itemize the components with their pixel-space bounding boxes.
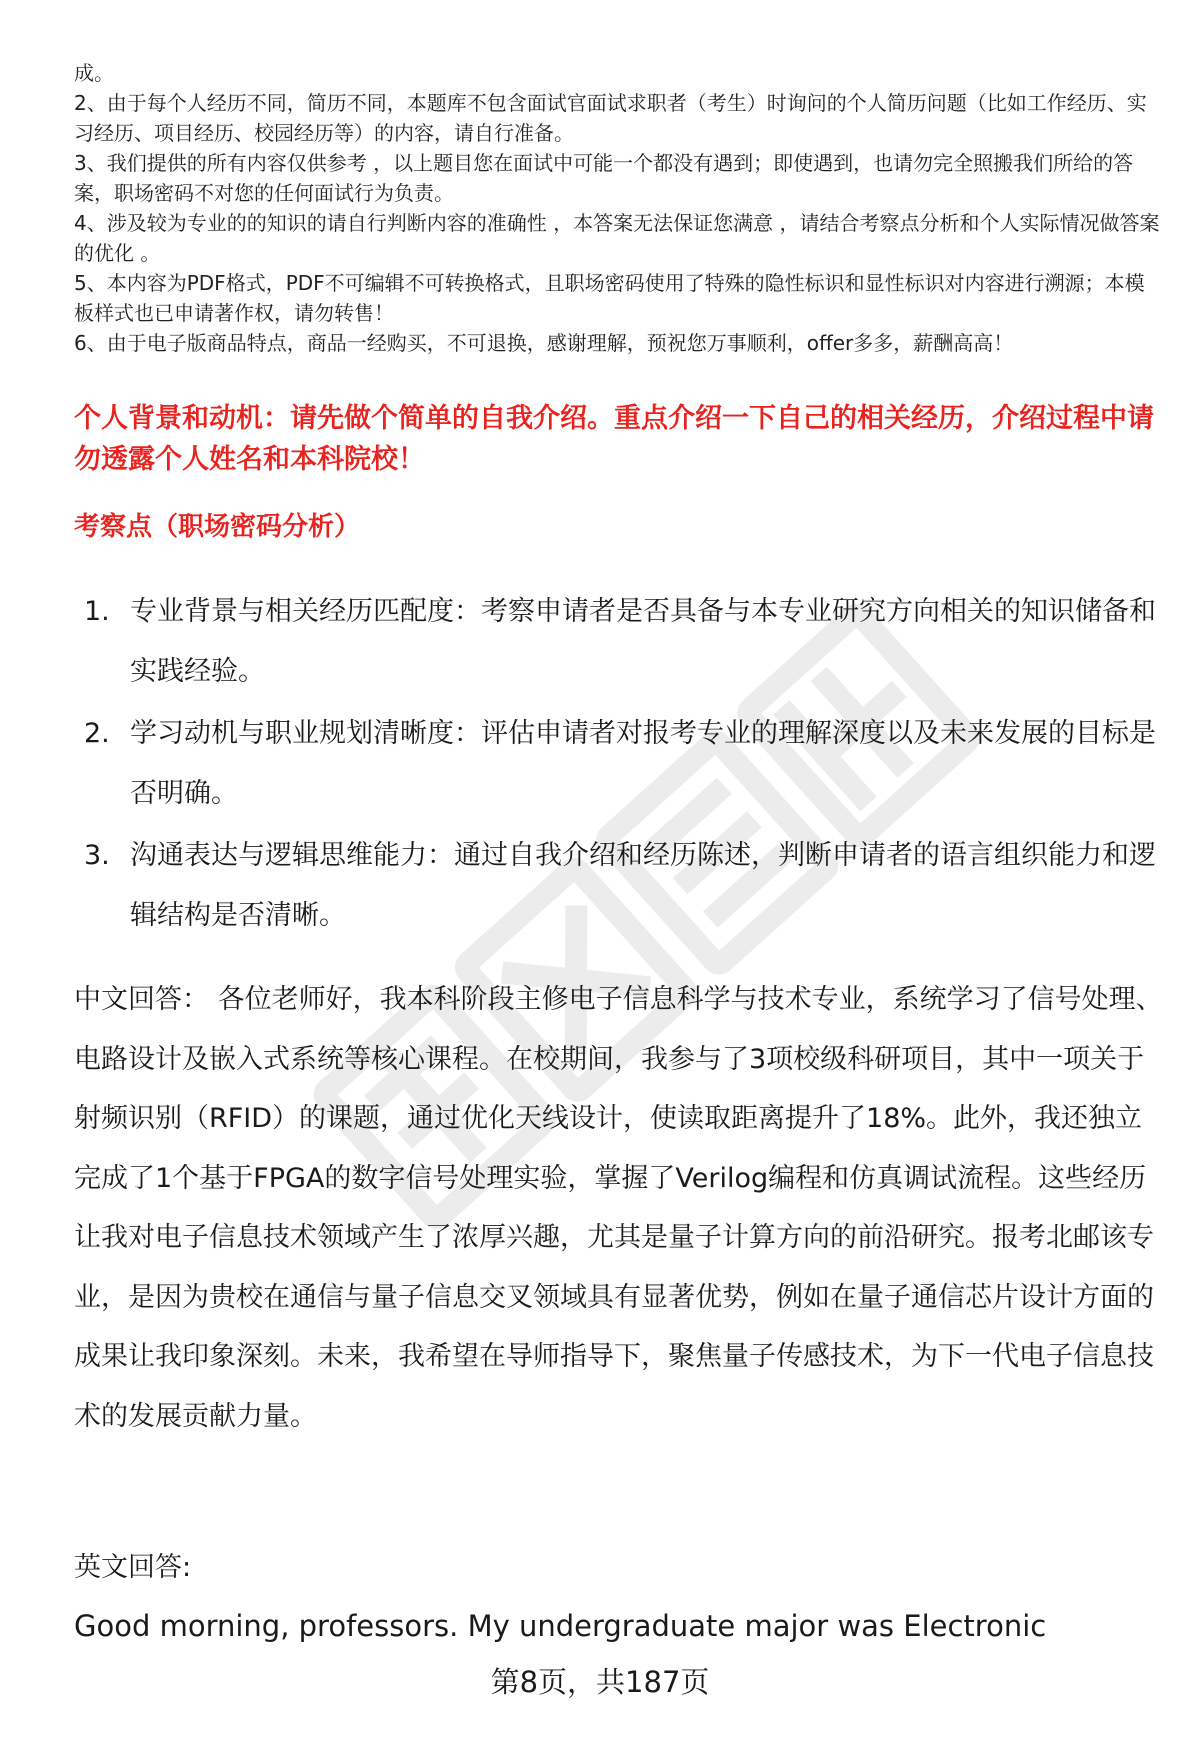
analysis-points	[84, 582, 1164, 948]
note-line: 2、由于每个人经历不同，简历不同，本题库不包含面试官面试求职者（考生）时询问的个人简历问题（比如工作经历、实习经历、项目经历、校园经历等）的内容，请自行准备。	[74, 91, 1147, 145]
list-item-text: 学习动机与职业规划清晰度：评估申请者对报考专业的理解深度以及未来发展的目标是否明确。	[130, 718, 1156, 809]
list-item	[84, 826, 1164, 946]
list-item	[84, 704, 1164, 824]
english-answer-label: 英文回答:	[74, 1552, 192, 1583]
note-line: 3、我们提供的所有内容仅供参考 ，以上题目您在面试中可能一个都没有遇到；即使遇到，也请勿完全照搬我们所给的答案，职场密码不对您的任何面试行为负责。	[74, 151, 1134, 205]
list-number: 2.	[84, 718, 110, 749]
list-item	[84, 582, 1164, 702]
note-line: 成。	[74, 61, 114, 85]
note-line: 5、本内容为PDF格式，PDF不可编辑不可转换格式，且职场密码使用了特殊的隐性标识和显性标识对内容进行溯源；本模板样式也已申请著作权，请勿转售！	[74, 271, 1145, 325]
note-line: 4、涉及较为专业的的知识的请自行判断内容的准确性 ，本答案无法保证您满意 ，请结合考察点分析和个人实际情况做答案的优化 。	[74, 211, 1160, 265]
disclaimer-notes	[74, 58, 1164, 358]
list-number: 1.	[84, 596, 110, 627]
note-line: 6、由于电子版商品特点，商品一经购买，不可退换，感谢理解，预祝您万事顺利，offer多多，薪酬高高！	[74, 331, 1014, 355]
analysis-heading: 考察点（职场密码分析）	[74, 512, 361, 542]
page-number: 第8页，共187页	[490, 1665, 710, 1699]
list-item-text: 专业背景与相关经历匹配度：考察申请者是否具备与本专业研究方向相关的知识储备和实践经验。	[130, 596, 1156, 687]
chinese-answer: 中文回答： 各位老师好，我本科阶段主修电子信息科学与技术专业，系统学习了信号处理、电路设计及嵌入式系统等核心课程。在校期间，我参与了3项校级科研项目，其中一项关于射频识别（RFID）的课题，通过优化天线设计，使读取距离提升了18%。此外，我还独立完成了1个基于FPGA的数字信号处理实验，掌握了Verilog编程和仿真调试流程。这些经历让我对电子信息技术领域产生了浓厚兴趣，尤其是量子计算方向的前沿研究。报考北邮该专业，是因为贵校在通信与量子信息交叉领域具有显著优势，例如在量子通信芯片设计方面的成果让我印象深刻。未来，我希望在导师指导下，聚焦量子传感技术，为下一代电子信息技术的发展贡献力量。	[74, 984, 1163, 1432]
question-heading: 个人背景和动机：请先做个简单的自我介绍。重点介绍一下自己的相关经历，介绍过程中请勿透露个人姓名和本科院校！	[74, 403, 1154, 475]
list-item-text: 沟通表达与逻辑思维能力：通过自我介绍和经历陈述，判断申请者的语言组织能力和逻辑结构是否清晰。	[130, 840, 1156, 931]
list-number: 3.	[84, 840, 110, 871]
english-answer: Good morning, professors. My undergraduate major was Electronic	[74, 1609, 1047, 1643]
